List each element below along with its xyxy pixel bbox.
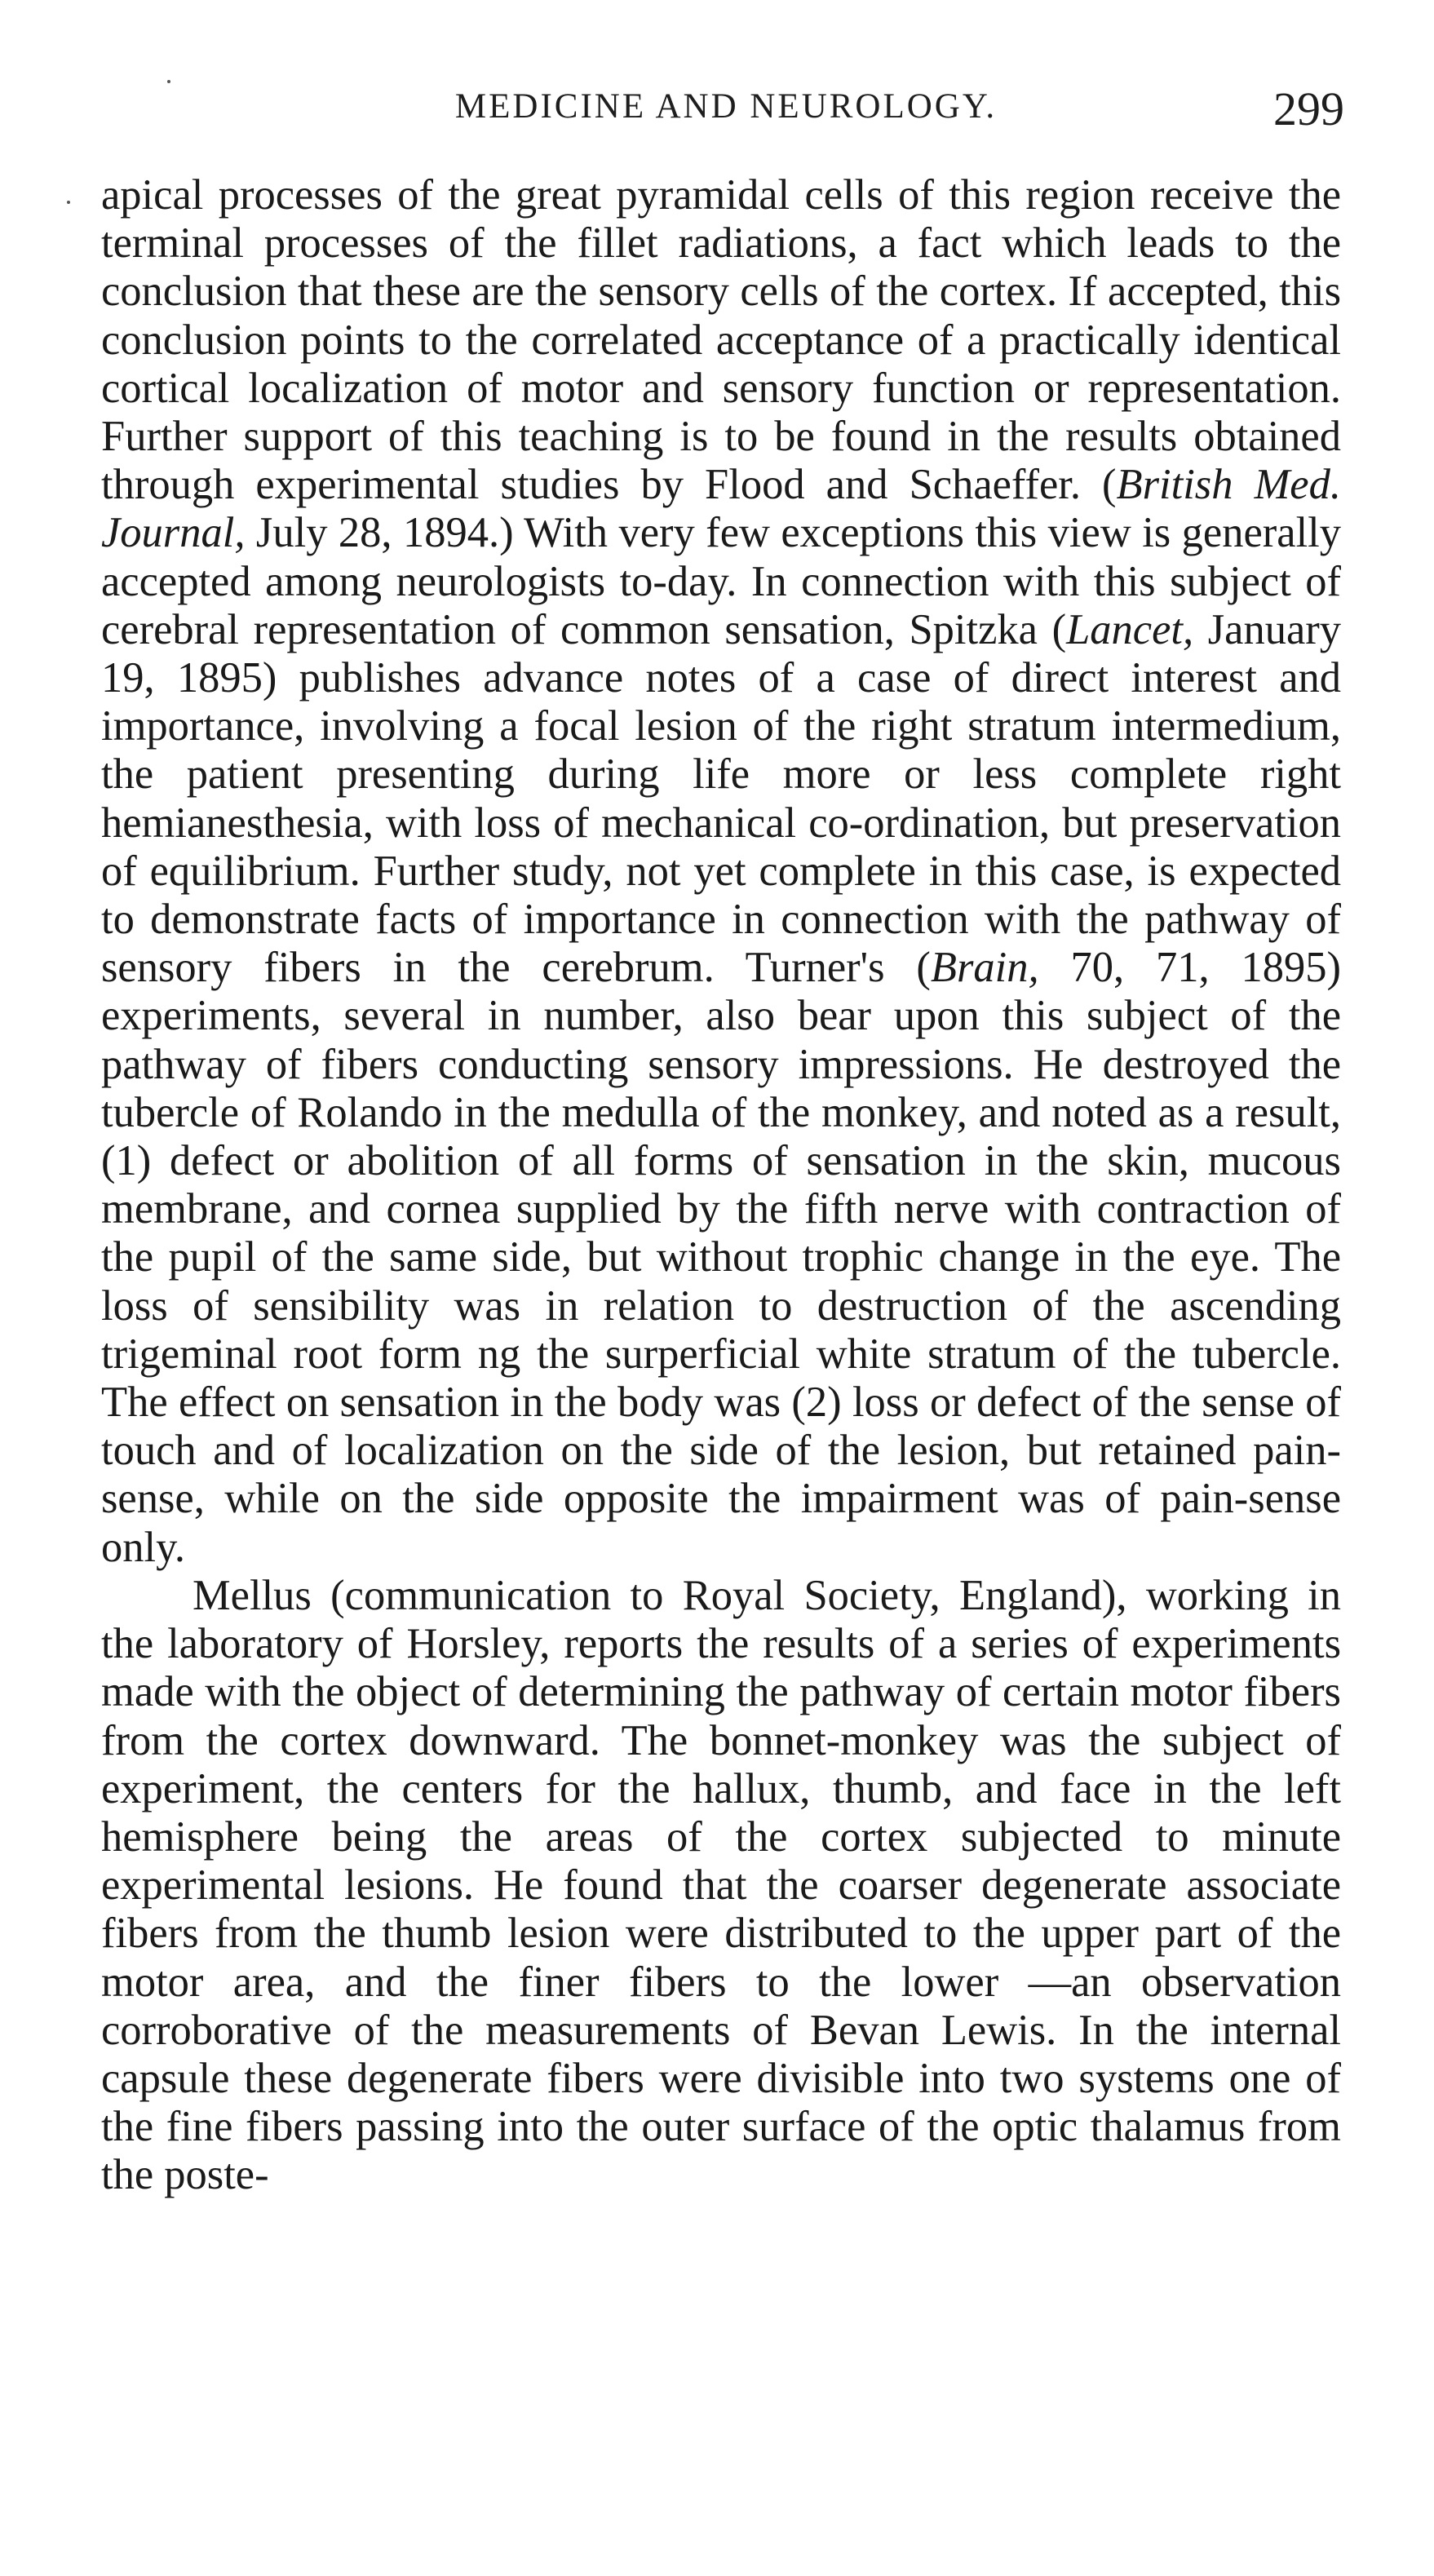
paragraph-1-text: 70, 71, 1895) experiments, several in number, also bear upon this subject of the pathway of fibers conducting sensory impressions. He destroyed the tubercle of Rolando in the medulla of the monkey, and noted as a result, (1) defect or abolition of all forms of sensation in the skin, mucous membrane, and cornea supplied by the fifth nerve with contraction of the pupil of the same side, but without trophic change in the eye. The loss of sensibility was in relation to destruction of the ascending trigeminal root form ng the surperficial white stratum of the tubercle. The effect on sensation in the body was (2) loss or defect of the sense of touch and of localization on the side of the lesion, but retained pain-sense, while on the side opposite the impairment was of pain-sense only. — [101, 944, 1342, 1571]
running-title: MEDICINE AND NEUROLOGY. — [454, 87, 998, 126]
citation-brain: Brain, — [930, 944, 1039, 992]
paragraph-1-text: January 19, 1895) publishes advance notes of a case of direct interest and importance, involving a focal lesion of the right stratum intermedium, the patient presenting during life more or less complete right hemianesthesia, with loss of mechanical co-ordination, but preservation of equilibrium. Further study, not yet complete in this case, is expected to demonstrate facts of importance in connection with the pathway of sensory fibers in the cerebrum. Turner's ( — [101, 605, 1341, 992]
paragraph-1 — [101, 171, 1341, 1572]
paragraph-2: Mellus (communication to Royal Society, England), working in the laboratory of Horsley, reports the results of a series of experiments made with the object of determining the pathway of certain motor fibers from the cortex downward. The bonnet-monkey was the subject of experiment, the centers for the hallux, thumb, and face in the left hemisphere being the areas of the cortex subjected to minute experimental lesions. He found that the coarser degenerate associate fibers from the thumb lesion were distributed to the upper part of the motor area, and the finer fibers to the lower —an observation corroborative of the measurements of Bevan Lewis. In the internal capsule these degenerate fibers were divisible into two systems one of the fine fibers passing into the outer surface of the optic thalamus from the poste- — [101, 1571, 1341, 2199]
page-number: 299 — [1273, 82, 1344, 135]
body-text — [101, 171, 1341, 2200]
paragraph-1-text: July 28, 1894.) With very few exceptions this view is generally accepted among neurologists to-day. In connection with this subject of cerebral representation of common sensation, Spitzka ( — [101, 509, 1341, 653]
running-head — [106, 82, 1346, 139]
citation-lancet: Lancet, — [1066, 605, 1194, 653]
paragraph-1-text: apical processes of the great pyramidal cells of this region receive the terminal processes of the fillet radiations, a fact which leads to the conclusion that these are the sensory cells of the cortex. If accepted, this conclusion points to the correlated acceptance of a practically identical cortical localization of motor and sensory function or representation. Further support of this teaching is to be found in the results obtained through experimental studies by Flood and Schaeffer. ( — [101, 171, 1341, 509]
print-speck — [67, 201, 70, 204]
citation-british-med-journal: British Med. Journal, — [101, 461, 1341, 557]
